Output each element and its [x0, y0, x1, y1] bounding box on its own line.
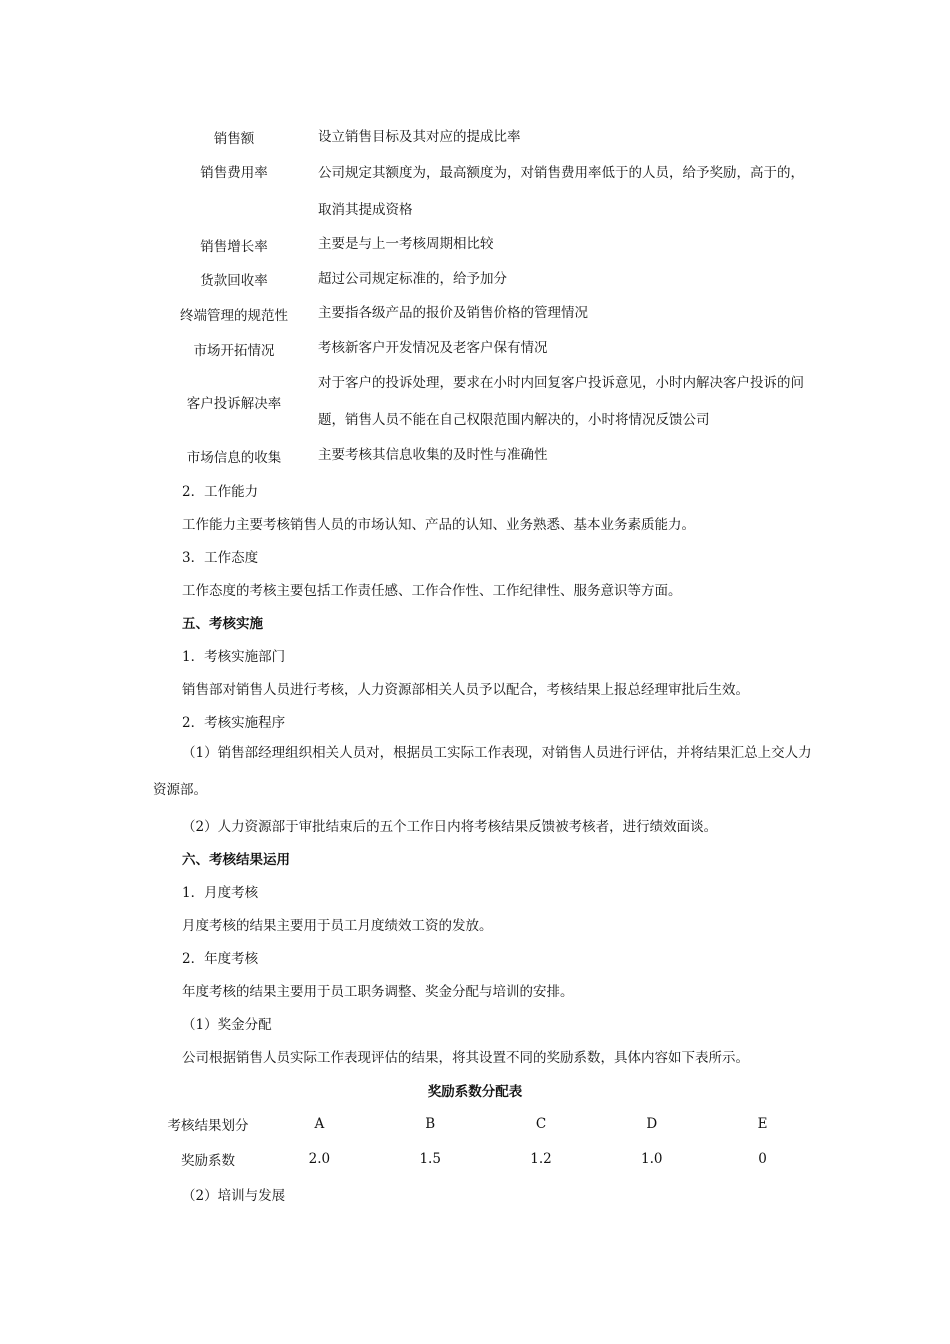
subsection-heading: （1）奖金分配 — [182, 1017, 272, 1033]
criteria-row — [150, 366, 815, 438]
table-row — [152, 1141, 818, 1176]
criteria-desc: 主要考核其信息收集的及时性与准确性 — [318, 447, 548, 463]
chapter-heading: 六、考核结果运用 — [182, 852, 290, 868]
criteria-name: 客户投诉解决率 — [186, 396, 282, 412]
paragraph: 销售部对销售人员进行考核，人力资源部相关人员予以配合，考核结果上报总经理审批后生效。 — [182, 682, 749, 698]
table-cell: 考核结果划分 — [167, 1117, 249, 1134]
section-heading: 1．月度考核 — [182, 885, 259, 901]
criteria-name: 销售额 — [213, 131, 255, 147]
table-cell: D — [646, 1115, 658, 1132]
criteria-row — [150, 155, 815, 227]
paragraph: 公司根据销售人员实际工作表现评估的结果，将其设置不同的奖励系数，具体内容如下表所示。 — [182, 1050, 749, 1066]
criteria-name: 销售费用率 — [200, 165, 268, 181]
criteria-name: 市场信息的收集 — [186, 449, 282, 466]
criteria-name: 销售增长率 — [200, 238, 268, 255]
criteria-row — [150, 331, 815, 366]
criteria-name: 市场开拓情况 — [193, 342, 275, 359]
criteria-row — [150, 227, 815, 262]
criteria-desc: 考核新客户开发情况及老客户保有情况 — [318, 340, 548, 356]
criteria-list — [150, 119, 815, 473]
paragraph: 月度考核的结果主要用于员工月度绩效工资的发放。 — [182, 918, 493, 934]
section-heading: 2．工作能力 — [182, 484, 259, 500]
table-title: 奖励系数分配表 — [427, 1084, 523, 1100]
table-cell: 0 — [758, 1150, 767, 1167]
criteria-row — [150, 262, 815, 296]
section-heading: 1．考核实施部门 — [182, 649, 286, 665]
criteria-desc: 主要指各级产品的报价及销售价格的管理情况 — [318, 305, 588, 321]
criteria-name: 货款回收率 — [200, 273, 268, 289]
criteria-desc: 设立销售目标及其对应的提成比率 — [318, 128, 521, 145]
table-cell: 1.2 — [530, 1150, 552, 1167]
table-cell: B — [425, 1115, 436, 1132]
section-heading: 3．工作态度 — [182, 550, 259, 566]
reward-table — [152, 1106, 818, 1176]
subsection-heading: （2）培训与发展 — [182, 1188, 286, 1204]
paragraph: 工作态度的考核主要包括工作责任感、工作合作性、工作纪律性、服务意识等方面。 — [182, 583, 682, 599]
table-cell: 2.0 — [308, 1150, 331, 1167]
paragraph: （1）销售部经理组织相关人员对，根据员工实际工作表现，对销售人员进行评估，并将结果汇总上交人力资源部。 — [153, 745, 812, 798]
chapter-heading: 五、考核实施 — [182, 616, 263, 632]
section-heading: 2．考核实施程序 — [182, 715, 286, 731]
table-cell: 奖励系数 — [181, 1152, 235, 1169]
criteria-desc: 主要是与上一考核周期相比较 — [318, 236, 494, 252]
table-cell: 1.0 — [641, 1150, 663, 1167]
paragraph: （2）人力资源部于审批结束后的五个工作日内将考核结果反馈被考核者，进行绩效面谈。 — [182, 819, 718, 835]
criteria-row — [150, 438, 815, 473]
table-row — [152, 1106, 818, 1141]
criteria-row — [150, 119, 815, 155]
criteria-name: 终端管理的规范性 — [180, 307, 288, 324]
table-cell: 1.5 — [419, 1150, 441, 1167]
criteria-desc: 超过公司规定标准的，给予加分 — [318, 270, 507, 287]
table-cell: C — [535, 1115, 547, 1132]
criteria-row — [150, 296, 815, 331]
table-cell: E — [757, 1115, 768, 1132]
paragraph: 年度考核的结果主要用于员工职务调整、奖金分配与培训的安排。 — [182, 984, 574, 1000]
paragraph: 工作能力主要考核销售人员的市场认知、产品的认知、业务熟悉、基本业务素质能力。 — [182, 517, 695, 533]
table-cell: A — [314, 1115, 325, 1132]
criteria-desc: 公司规定其额度为，最高额度为，对销售费用率低于的人员，给予奖励，高于的，取消其提成资格 — [318, 165, 804, 218]
criteria-desc: 对于客户的投诉处理，要求在小时内回复客户投诉意见，小时内解决客户投诉的问题，销售人员不能在自己权限范围内解决的，小时将情况反馈公司 — [318, 375, 804, 428]
section-heading: 2．年度考核 — [182, 951, 259, 967]
